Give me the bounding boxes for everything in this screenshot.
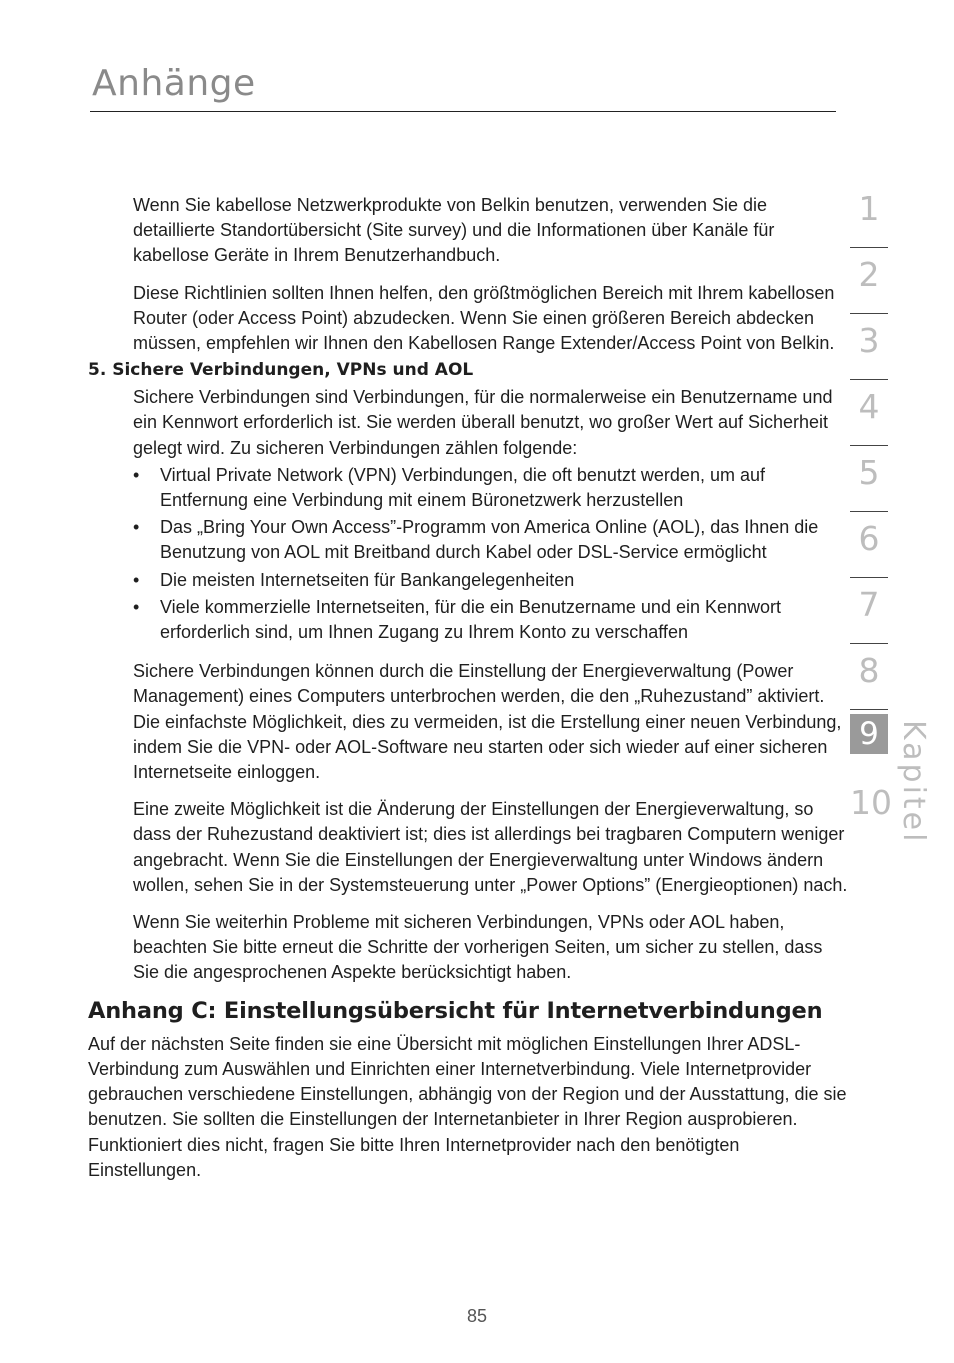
chapter-number: 5	[858, 453, 880, 492]
chapter-number: 3	[858, 321, 880, 360]
list-item-text: Das „Bring Your Own Access”-Programm von America Online (AOL), das Ihnen die Benutzung von AOL mit Breitband durch Kabel oder DSL-Service ermöglicht	[160, 517, 819, 563]
page-header-title: Anhänge	[92, 63, 256, 104]
page-number: 85	[466, 1306, 488, 1326]
list-item-text: Viele kommerzielle Internetseiten, für die ein Benutzername und ein Kennwort erforderlich sind, um Ihnen Zugang zu Ihrem Konto zu verschaffen	[160, 596, 782, 643]
paragraph-power-settings: Eine zweite Möglichkeit ist die Änderung der Einstellungen der Energieverwaltung, so dass der Ruhezustand deaktiviert ist; dies ist allerdings bei tragbaren Computern weniger angebracht. Wenn Sie die Einstellungen der Energieverwaltung unter Windows ändern wollen, sehen Sie in der Systemsteuerung unter „Power Options” (Energieoptionen) nach.	[133, 799, 848, 895]
chapter-number: 9	[850, 714, 888, 754]
paragraph-power-management: Sichere Verbindungen können durch die Einstellung der Energieverwaltung (Power Management) eines Computers unterbrochen werden, die den „Ruhezustand” aktiviert. Die einfachste Möglichkeit, dies zu vermeiden, ist die Erstellung einer neuen Verbindung, indem Sie die VPN- oder AOL-Software neu starten oder sich wieder auf einer sicheren Internetseite einloggen.	[133, 661, 842, 783]
appendix-c-heading: Anhang C: Einstellungsübersicht für Internetverbindungen	[88, 997, 823, 1024]
bullet-icon: •	[133, 596, 140, 617]
chapter-number: 8	[858, 651, 880, 690]
bullet-icon: •	[133, 464, 140, 485]
chapter-label: Kapitel	[896, 720, 931, 845]
paragraph-range-guidelines: Diese Richtlinien sollten Ihnen helfen, den größtmöglichen Bereich mit Ihrem kabellosen Router (oder Access Point) abzudecken. Wenn Sie einen größeren Bereich abdecken müssen, empfehlen wir Ihnen den Kabellosen Range Extender/Access Point von Belkin.	[133, 282, 835, 354]
paragraph-appendix-c-intro: Auf der nächsten Seite finden sie eine Übersicht mit möglichen Einstellungen Ihrer ADSL-Verbindung zum Auswählen und Einrichten einer Internetverbindung. Viele Internetprovider gebrauchen verschiedene Einstellungen, abhängig von der Region und der Ausstattung, die sie benutzen. Sie sollten die Einstellungen der Internetanbieter in Ihrer Region ausprobieren. Funktioniert dies nicht, fragen Sie bitte Ihren Internetprovider nach den benötigten Einstellungen.	[88, 1033, 847, 1180]
paragraph-secure-connections-intro: Sichere Verbindungen sind Verbindungen, für die normalerweise ein Benutzername und ein Kennwort erforderlich ist. Sie werden überall benutzt, wo großer Wert auf Sicherheit gelegt wird. Zu sicheren Verbindungen zählen folgende:	[133, 387, 833, 458]
list-item-text: Die meisten Internetseiten für Bankangelegenheiten	[160, 569, 575, 590]
main-content	[88, 193, 848, 1183]
chapter-tab-8[interactable]	[850, 644, 888, 710]
chapter-tab-4[interactable]	[850, 380, 888, 446]
list-item	[133, 568, 848, 593]
list-item	[133, 463, 848, 513]
chapter-tab-10[interactable]	[850, 776, 892, 842]
list-item	[133, 595, 848, 645]
chapter-number: 4	[858, 387, 880, 426]
chapter-tab-2[interactable]	[850, 248, 888, 314]
paragraph-site-survey: Wenn Sie kabellose Netzwerkprodukte von Belkin benutzen, verwenden Sie die detaillierte Standortübersicht (Site survey) und die Informationen über Kanäle für kabellose Geräte in Ihrem Benutzerhandbuch.	[133, 195, 775, 266]
secure-connections-list	[88, 463, 848, 645]
chapter-number: 1	[858, 189, 880, 228]
chapter-tab-3[interactable]	[850, 314, 888, 380]
chapter-number: 10	[850, 783, 892, 822]
bullet-icon: •	[133, 569, 140, 590]
list-item	[133, 515, 848, 565]
section-heading-secure-connections: 5. Sichere Verbindungen, VPNs und AOL	[88, 360, 474, 381]
chapter-number: 6	[858, 519, 880, 558]
chapter-tab-5[interactable]	[850, 446, 888, 512]
bullet-icon: •	[133, 517, 140, 538]
chapter-tab-1[interactable]	[850, 182, 888, 248]
header-divider	[90, 111, 836, 112]
chapter-tab-7[interactable]	[850, 578, 888, 644]
chapter-number: 7	[858, 585, 880, 624]
chapter-tab-9-active[interactable]	[850, 710, 888, 776]
chapter-number: 2	[858, 255, 880, 294]
list-item-text: Virtual Private Network (VPN) Verbindungen, die oft benutzt werden, um auf Entfernung eine Verbindung mit einem Büronetzwerk herzustellen	[160, 464, 765, 511]
chapter-tab-6[interactable]	[850, 512, 888, 578]
paragraph-further-problems: Wenn Sie weiterhin Probleme mit sicheren Verbindungen, VPNs oder AOL haben, beachten Sie bitte erneut die Schritte der vorherigen Seiten, um sicher zu stellen, dass Sie die angesprochenen Aspekte berücksichtigt haben.	[133, 912, 823, 983]
